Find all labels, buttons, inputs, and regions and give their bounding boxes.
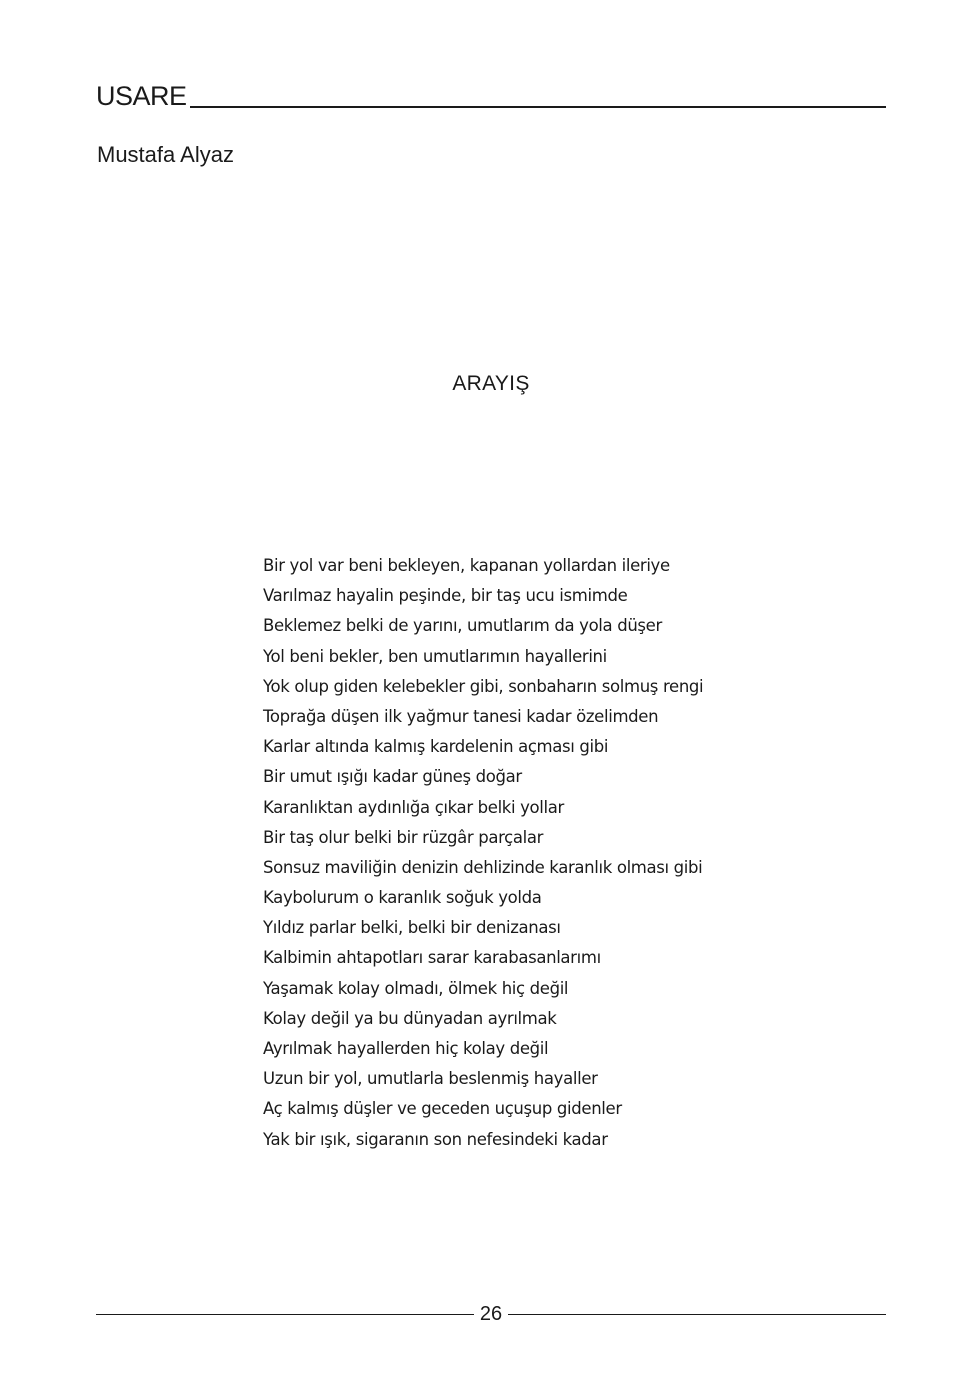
author-name: Mustafa Alyaz [97, 142, 234, 167]
poem-title: ARAYIŞ [452, 372, 530, 396]
poem-line: Yaşamak kolay olmadı, ölmek hiç değil [263, 978, 569, 998]
poem-line: Bir yol var beni bekleyen, kapanan yollardan ileriye [263, 556, 670, 575]
footer-rule-right [508, 1314, 886, 1315]
poem-line: Yok olup giden kelebekler gibi, sonbaharın solmuş rengi [263, 676, 704, 696]
poem-line: Kaybolurum o karanlık soğuk yolda [263, 888, 542, 908]
poem-line: Ayrılmak hayallerden hiç kolay değil [263, 1039, 549, 1058]
poem-line: Uzun bir yol, umutlarla beslenmiş hayaller [263, 1069, 598, 1089]
poem-body [263, 551, 703, 1155]
running-header [96, 80, 886, 110]
poem-line: Aç kalmış düşler ve geceden uçuşup gidenler [263, 1099, 622, 1119]
poem-line: Beklemez belki de yarını, umutlarım da yola düşer [263, 616, 662, 636]
poem-line: Varılmaz hayalin peşinde, bir taş ucu ismimde [263, 586, 628, 606]
poem-line: Sonsuz maviliğin denizin dehlizinde karanlık olması gibi [263, 857, 703, 877]
poem-line: Karlar altında kalmış kardelenin açması gibi [263, 737, 609, 757]
poem-line: Kolay değil ya bu dünyadan ayrılmak [263, 1008, 557, 1028]
page-number: 26 [479, 1303, 503, 1325]
poem-line: Karanlıktan aydınlığa çıkar belki yollar [263, 797, 564, 817]
poem-line: Yak bir ışık, sigaranın son nefesindeki kadar [263, 1129, 608, 1149]
book-title: USARE [96, 81, 187, 111]
header-rule [190, 106, 886, 108]
poem-line: Bir taş olur belki bir rüzgâr parçalar [263, 827, 544, 847]
poem-line: Toprağa düşen ilk yağmur tanesi kadar özelimden [263, 706, 659, 726]
footer-rule-left [96, 1314, 474, 1315]
poem-line: Yıldız parlar belki, belki bir denizanası [263, 918, 561, 938]
page-footer [96, 1300, 886, 1328]
poem-line: Yol beni bekler, ben umutlarımın hayallerini [263, 646, 607, 666]
poem-line: Kalbimin ahtapotları sarar karabasanlarımı [263, 948, 601, 968]
poem-line: Bir umut ışığı kadar güneş doğar [263, 767, 522, 787]
